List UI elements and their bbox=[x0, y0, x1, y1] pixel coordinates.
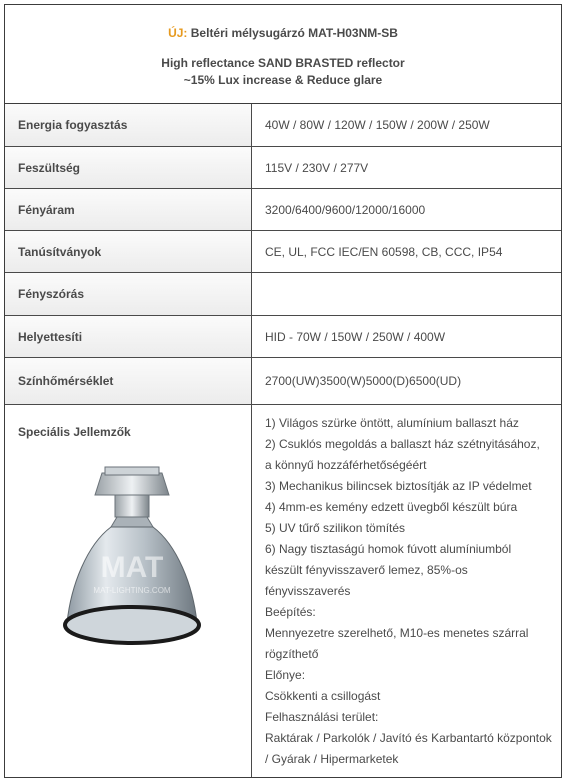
special-label-cell bbox=[5, 405, 252, 777]
spec-value-cell bbox=[253, 147, 561, 188]
spec-value-cell bbox=[253, 316, 561, 357]
feature-line: 3) Mechanikus bilincsek biztosítják az IP védelmet bbox=[265, 479, 532, 493]
spec-label-cell bbox=[5, 147, 252, 188]
spec-row-color-temperature bbox=[5, 358, 561, 405]
product-subtitle-line1: High reflectance SAND BRASTED reflector bbox=[161, 56, 405, 70]
spec-label-cell bbox=[5, 231, 252, 272]
feature-line: Raktárak / Parkolók / Javító és Karbantartó központok bbox=[265, 731, 552, 745]
feature-line: Beépítés: bbox=[265, 605, 316, 619]
spec-label-cell bbox=[5, 273, 252, 315]
spec-row-power bbox=[5, 104, 561, 147]
spec-value-cell bbox=[253, 104, 561, 146]
new-badge: ÚJ: bbox=[168, 26, 188, 40]
feature-line: készült fényvisszaverő lemez, 85%-os bbox=[265, 563, 468, 577]
spec-label-cell bbox=[5, 316, 252, 357]
feature-line: Csökkenti a csillogást bbox=[265, 689, 381, 703]
feature-line: Mennyezetre szerelhető, M10-es menetes szárral bbox=[265, 626, 529, 640]
feature-line: rögzíthető bbox=[265, 647, 319, 661]
spec-value-cell bbox=[253, 358, 561, 404]
watermark-logo: MAT bbox=[100, 551, 164, 584]
spec-label-cell bbox=[5, 104, 252, 146]
special-features-label: Speciális Jellemzők bbox=[18, 425, 131, 439]
feature-line: 5) UV tűrő szilikon tömítés bbox=[265, 521, 406, 535]
watermark-url: MAT-LIGHTING.COM bbox=[93, 586, 171, 595]
spec-label: Feszültség bbox=[18, 160, 81, 175]
spec-row-beam bbox=[5, 273, 561, 316]
spec-value: HID - 70W / 150W / 250W / 400W bbox=[265, 329, 446, 344]
feature-line: Előnye: bbox=[265, 668, 306, 682]
spec-row-replaces bbox=[5, 316, 561, 358]
special-value-cell bbox=[253, 405, 561, 777]
spec-label-cell bbox=[5, 189, 252, 230]
product-header bbox=[5, 5, 561, 104]
feature-line: 4) 4mm-es kemény edzett üvegből készült búra bbox=[265, 500, 518, 514]
spec-label-cell bbox=[5, 358, 252, 404]
spec-value-cell bbox=[253, 189, 561, 230]
feature-line: 6) Nagy tisztaságú homok fúvott alumíniumból bbox=[265, 542, 512, 556]
feature-line: fényvisszaverés bbox=[265, 584, 351, 598]
feature-line: 1) Világos szürke öntött, alumínium ballaszt ház bbox=[265, 416, 519, 430]
spec-label: Helyettesíti bbox=[18, 329, 83, 344]
spec-table bbox=[4, 4, 562, 778]
spec-label: Energia fogyasztás bbox=[18, 118, 128, 132]
product-name: Beltéri mélysugárzó MAT-H03NM-SB bbox=[190, 26, 398, 40]
lamp-product-image bbox=[57, 465, 207, 655]
spec-value-cell bbox=[253, 273, 561, 315]
spec-value: 40W / 80W / 120W / 150W / 200W / 250W bbox=[265, 118, 490, 132]
spec-row-luminous-flux bbox=[5, 189, 561, 231]
product-title bbox=[5, 26, 561, 40]
feature-line: a könnyű hozzáférhetőségéért bbox=[265, 458, 427, 472]
spec-label: Tanúsítványok bbox=[18, 244, 102, 259]
feature-line: Felhasználási terület: bbox=[265, 710, 379, 724]
spec-value: 2700(UW)3500(W)5000(D)6500(UD) bbox=[265, 374, 462, 388]
spec-value: 115V / 230V / 277V bbox=[265, 160, 369, 175]
spec-row-special-features bbox=[5, 405, 561, 777]
spec-row-voltage bbox=[5, 147, 561, 189]
feature-line: 2) Csuklós megoldás a ballaszt ház szétnyitásához, bbox=[265, 437, 540, 451]
spec-value-cell bbox=[253, 231, 561, 272]
spec-label: Fényáram bbox=[18, 202, 75, 217]
spec-row-certifications bbox=[5, 231, 561, 273]
spec-value: 3200/6400/9600/12000/16000 bbox=[265, 202, 426, 217]
feature-list bbox=[265, 413, 560, 770]
spec-value: CE, UL, FCC IEC/EN 60598, CB, CCC, IP54 bbox=[265, 244, 503, 259]
spec-label: Fényszórás bbox=[18, 287, 85, 301]
product-subtitle-line2: ~15% Lux increase & Reduce glare bbox=[183, 73, 383, 87]
spec-label: Színhőmérséklet bbox=[18, 374, 114, 388]
feature-line: / Gyárak / Hipermarketek bbox=[265, 752, 399, 766]
